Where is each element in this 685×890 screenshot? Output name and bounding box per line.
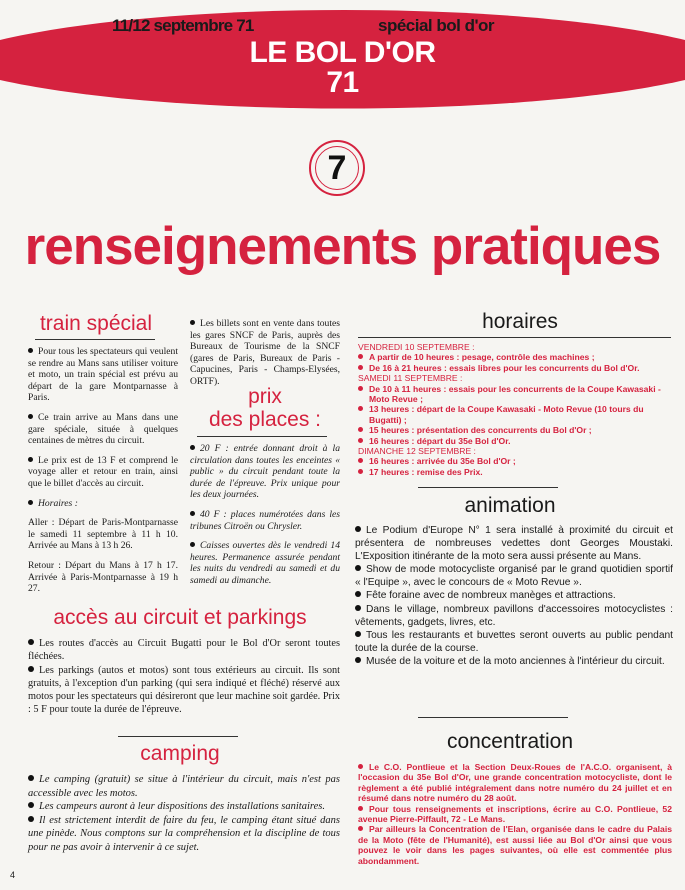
- acces-text: [28, 637, 340, 717]
- prix-paragraph: 20 F : entrée donnant droit à la circulation dans toutes les enceintes « public » du circuit pendant toute la durée de l'épreuve. Prix unique pour les deux journées.: [190, 443, 340, 501]
- train-paragraph: Le prix est de 13 F et comprend le voyage aller et retour en train, ainsi que le billet d'accès au circuit.: [28, 454, 178, 489]
- horaires-item: A partir de 10 heures : pesage, contrôle des machines ;: [369, 352, 595, 363]
- concentration-paragraph: Pour tous renseignements et inscriptions, écrire au C.O. Pontlieue, 52 avenue Pierre-Piffault, 72 - Le Mans.: [358, 803, 672, 825]
- train-paragraph: Ce train arrive au Mans dans une gare spéciale, située à quelques centaines de mètres du circuit.: [28, 411, 178, 447]
- bullet-icon: [190, 542, 195, 547]
- page-number: 4: [10, 870, 16, 880]
- section-title-concentration: concentration: [446, 730, 574, 753]
- section-title-acces: accès au circuit et parkings: [53, 606, 307, 629]
- billets-text: [190, 318, 340, 388]
- banner-title: LE BOL D'OR 71: [249, 36, 436, 99]
- section-title-horaires: horaires: [482, 310, 558, 333]
- animation-paragraph: Le Podium d'Europe N° 1 sera installé à proximité du circuit et présentera de nombreuses vedettes dont Georges Moustaki. L'Exposition itinérante de la moto sera aussi présente au Mans.: [355, 525, 673, 563]
- prix-paragraph: 40 F : places numérotées dans les tribunes Citroën ou Chrysler.: [190, 508, 340, 532]
- bullet-icon: [28, 666, 34, 672]
- divider: [35, 339, 155, 340]
- bullet-icon: [358, 806, 363, 811]
- bullet-icon: [190, 445, 195, 450]
- section-title-prix: prix des places :: [208, 385, 322, 431]
- horaires-item: 15 heures : présentation des concurrents du Bol d'Or ;: [369, 425, 592, 436]
- bullet-icon: [190, 511, 195, 516]
- bullet-icon: [28, 414, 33, 419]
- bullet-icon: [358, 826, 363, 831]
- horaires-item: De 10 à 11 heures : essais pour les concurrents de la Coupe Kawasaki - Moto Revue ;: [369, 383, 661, 405]
- issue-date: 11/12 septembre 71: [112, 16, 254, 35]
- horaires-day: DIMANCHE 12 SEPTEMBRE :: [358, 446, 476, 457]
- horaires-item: 17 heures : remise des Prix.: [369, 466, 483, 477]
- horaires-item: 16 heures : départ du 35e Bol d'Or.: [369, 435, 511, 446]
- camping-paragraph: Le camping (gratuit) se situe à l'intérieur du circuit, mais n'est pas accessible avec les motos.: [28, 774, 340, 799]
- horaires-list: [358, 342, 674, 477]
- bullet-icon: [28, 457, 33, 462]
- bullet-icon: [28, 802, 34, 808]
- horaires-item: 13 heures : départ de la Coupe Kawasaki - Moto Revue (10 tours du Bugatti) ;: [369, 404, 644, 425]
- billets-paragraph: Les billets sont en vente dans toutes les gares SNCF de Paris, auprès des Bureaux de Tourisme de la SNCF (gares de Paris, Bureaux de Paris - Capucines, Paris - Champs-Elysées, ORTF).: [190, 318, 340, 387]
- train-aller: Aller : Départ de Paris-Montparnasse le samedi 11 septembre à 11 h 10. Arrivée au Mans à 13 h 26.: [28, 517, 178, 552]
- acces-paragraph: Les routes d'accès au Circuit Bugatti pour le Bol d'Or seront toutes fléchées.: [28, 638, 340, 663]
- acces-paragraph: Les parkings (autos et motos) sont tous extérieurs au circuit. Ils sont gratuits, à l'exception d'un parking (qui sera indiqué et fléché) réservé aux motos pour les spectateurs qui désireront que leur machine soit gardée. Prix : 5 F pour toute la durée de l'épreuve.: [28, 664, 340, 716]
- camping-text: [28, 773, 340, 855]
- bullet-icon: [355, 605, 361, 611]
- camping-paragraph: Il est strictement interdit de faire du feu, le camping étant situé dans une pinède. Nous comptons sur la compréhension et la discipline de tous pour ne pas avoir à intervenir à ce sujet.: [28, 814, 340, 853]
- bullet-icon: [355, 657, 361, 663]
- prix-paragraph: Caisses ouvertes dès le vendredi 14 heures. Permanence assurée pendant les nuits du vendredi au samedi et du samedi au dimanche.: [190, 540, 340, 586]
- divider: [418, 717, 568, 718]
- special-label: spécial bol d'or: [378, 16, 495, 35]
- concentration-text: [358, 762, 672, 866]
- bullet-icon: [28, 639, 34, 645]
- train-paragraph: Pour tous les spectateurs qui veulent se rendre au Mans sans utiliser voiture et moto, un train spécial est prévu au départ de la gare Montparnasse à Paris.: [28, 346, 178, 404]
- issue-number: 7: [315, 146, 359, 190]
- camping-paragraph: Les campeurs auront à leur dispositions des installations sanitaires.: [39, 801, 325, 813]
- bullet-icon: [358, 469, 363, 474]
- horaires-day: SAMEDI 11 SEPTEMBRE :: [358, 373, 463, 384]
- horaires-day: VENDREDI 10 SEPTEMBRE :: [358, 342, 475, 352]
- divider: [197, 436, 327, 437]
- animation-text: [355, 524, 673, 668]
- divider: [358, 337, 671, 338]
- section-title-animation: animation: [464, 494, 556, 517]
- train-horaires-label: Horaires :: [38, 497, 78, 509]
- animation-paragraph: Fête foraine avec de nombreux manèges et attractions.: [366, 590, 616, 602]
- bullet-icon: [358, 458, 363, 463]
- section-title-train: train spécial: [39, 312, 153, 335]
- bullet-icon: [358, 406, 363, 411]
- bullet-icon: [358, 764, 363, 769]
- concentration-paragraph: Par ailleurs la Concentration de l'Elan, organisée dans le cadre du Palais de la Moto (fête de l'Humanité), est aussi liée au Bol d'Or ainsi que vous pouvez le voir dans les pages suivantes, où elle est commentée plus abondamment.: [358, 824, 672, 866]
- divider: [118, 736, 238, 737]
- issue-number-badge: [309, 140, 365, 196]
- bullet-icon: [190, 320, 195, 325]
- bullet-icon: [355, 591, 361, 597]
- concentration-paragraph: Le C.O. Pontlieue et la Section Deux-Roues de l'A.C.O. organisent, à l'occasion du 35e Bol d'Or, une grande concentration motocycliste, dont le règlement a été publié intégralement dans notre numéro du 24 juillet et en résumé dans notre numéro du 28 août.: [358, 762, 672, 804]
- bullet-icon: [355, 565, 361, 571]
- bullet-icon: [358, 438, 363, 443]
- bullet-icon: [358, 365, 363, 370]
- train-retour: Retour : Départ du Mans à 17 h 17. Arrivée à Paris-Montparnasse à 19 h 27.: [28, 559, 178, 595]
- bullet-icon: [28, 348, 33, 353]
- bullet-icon: [358, 386, 363, 391]
- animation-paragraph: Dans le village, nombreux pavillons d'accessoires motocyclistes : vêtements, gadgets, livres, etc.: [355, 603, 673, 628]
- animation-paragraph: Musée de la voiture et de la moto anciennes à l'intérieur du circuit.: [366, 655, 665, 667]
- divider: [418, 487, 558, 488]
- horaires-item: De 16 à 21 heures : essais libres pour les concurrents du Bol d'Or.: [369, 362, 640, 373]
- bullet-icon: [355, 631, 361, 637]
- train-text: [28, 346, 178, 595]
- page-title: renseignements pratiques: [24, 217, 661, 276]
- horaires-item: 16 heures : arrivée du 35e Bol d'Or ;: [369, 456, 516, 467]
- bullet-icon: [28, 500, 33, 505]
- bullet-icon: [28, 775, 34, 781]
- bullet-icon: [358, 427, 363, 432]
- bullet-icon: [358, 354, 363, 359]
- animation-paragraph: Show de mode motocycliste organisé par le grand quotidien sportif « l'Equipe », avec le concours de « Moto Revue ».: [355, 564, 673, 589]
- bullet-icon: [355, 526, 361, 532]
- section-title-camping: camping: [140, 742, 220, 765]
- bullet-icon: [28, 816, 34, 822]
- animation-paragraph: Tous les restaurants et buvettes seront ouverts au public pendant toute la durée de la course.: [355, 629, 673, 654]
- prix-text: [190, 443, 340, 587]
